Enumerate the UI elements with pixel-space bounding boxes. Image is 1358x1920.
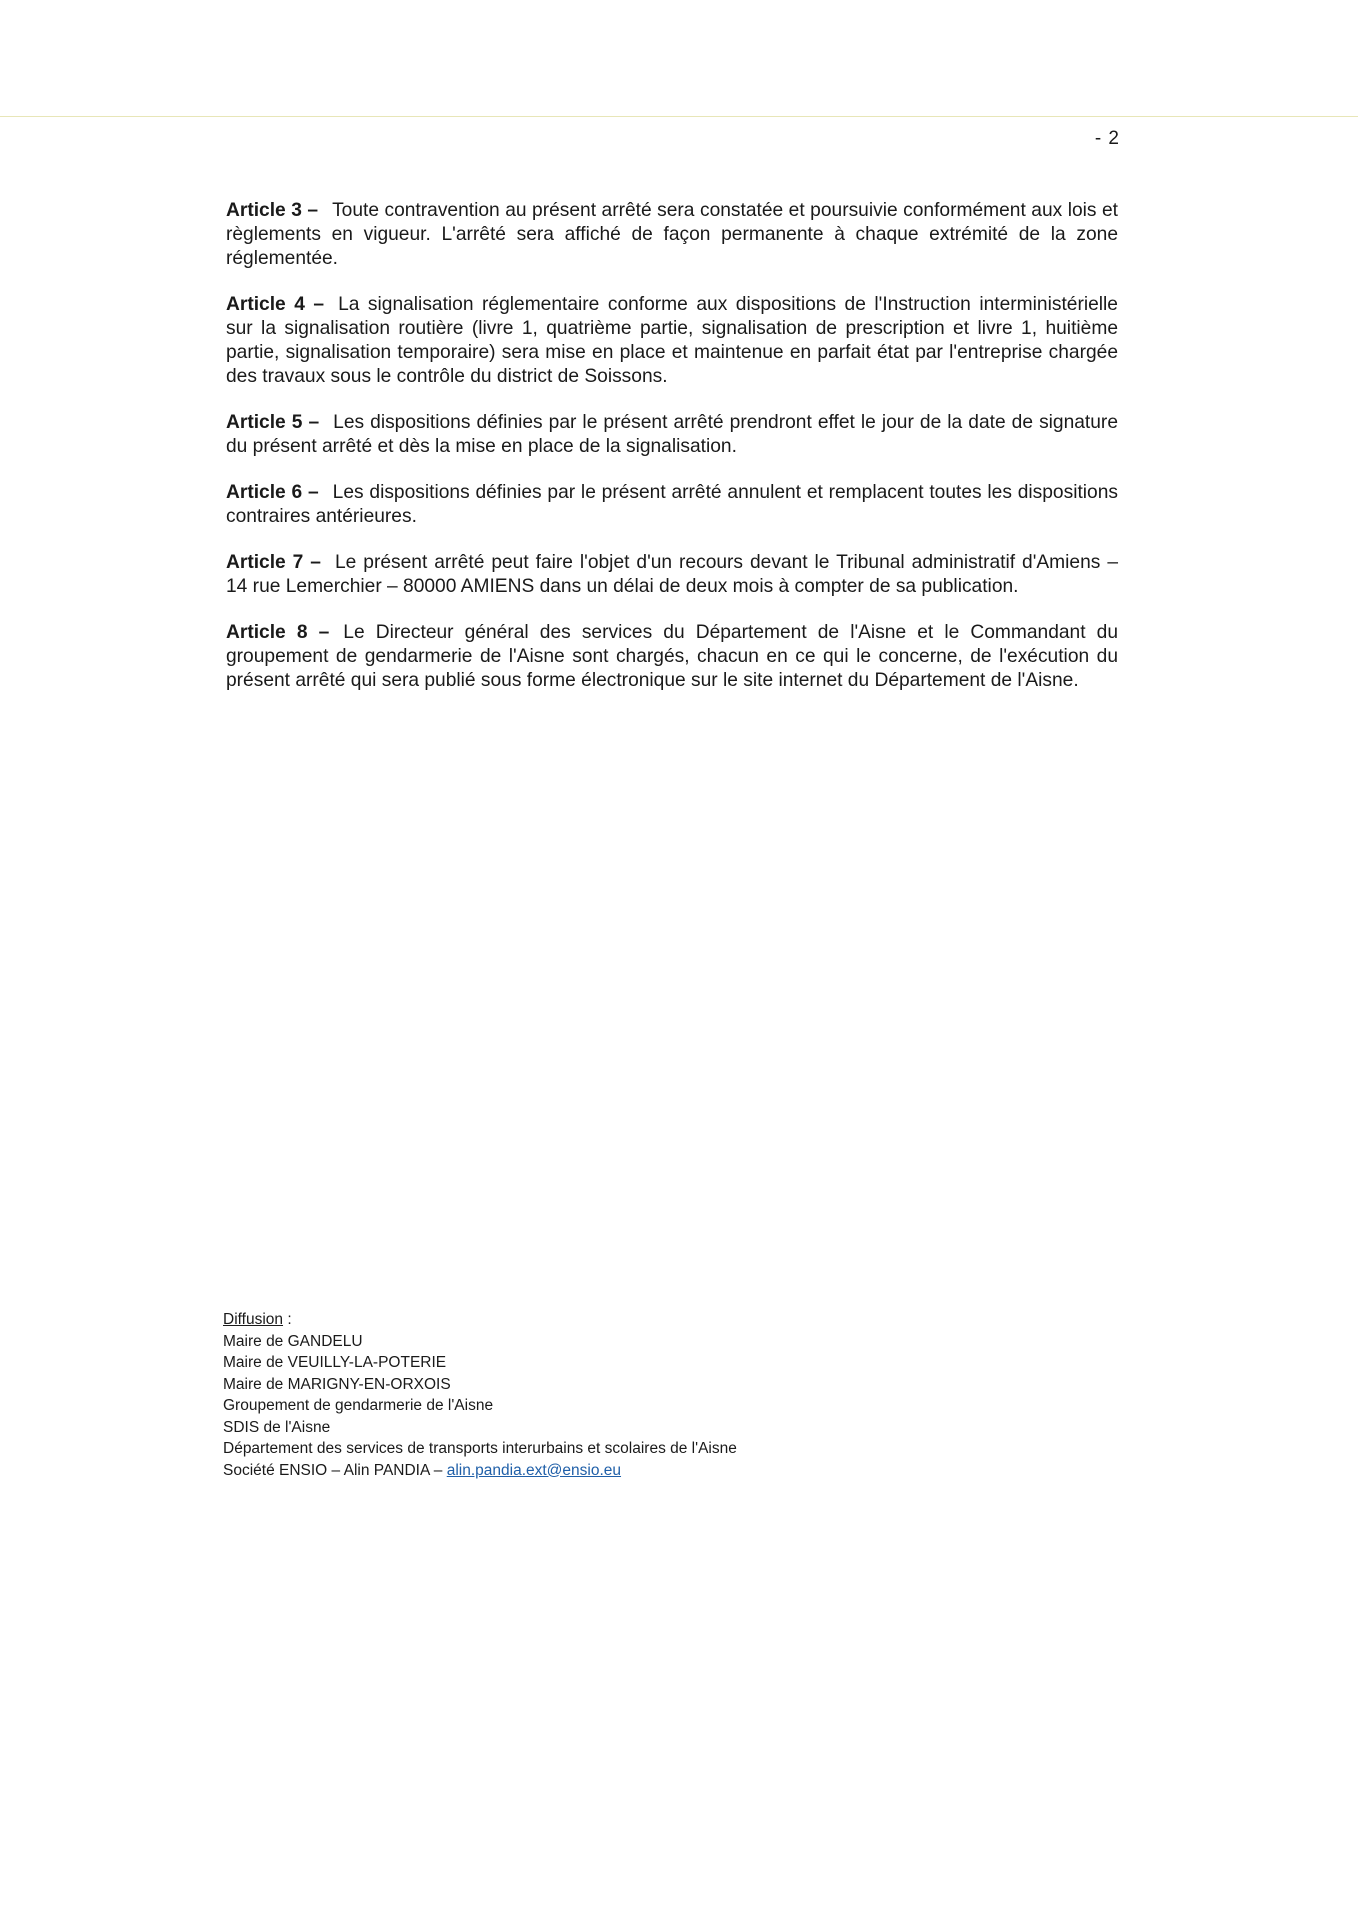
article-7 — [226, 551, 1118, 599]
diffusion-recipient: Département des services de transports interurbains et scolaires de l'Aisne — [223, 1440, 737, 1457]
page-number: - 2 — [1094, 128, 1120, 149]
article-6 — [226, 481, 1118, 529]
diffusion-title: Diffusion — [223, 1311, 284, 1328]
article-label: Article 4 – — [226, 294, 325, 315]
article-text: Les dispositions définies par le présent arrêté prendront effet le jour de la date de signature du présent arrêté et dès la mise en place de la signalisation. — [226, 412, 1118, 457]
diffusion-recipient: SDIS de l'Aisne — [223, 1418, 331, 1436]
article-text: Le présent arrêté peut faire l'objet d'un recours devant le Tribunal administratif d'Amiens – 14 rue Lemerchier – 80000 AMIENS dans un délai de deux mois à compter de sa publication. — [226, 552, 1118, 597]
diffusion-recipient: Maire de MARIGNY-EN-ORXOIS — [223, 1375, 451, 1393]
article-text: La signalisation réglementaire conforme aux dispositions de l'Instruction interministérielle sur la signalisation routière (livre 1, quatrième partie, signalisation de prescription et livre 1, huitième partie, signalisation temporaire) sera mise en place et maintenue en parfait état par l'entreprise chargée des travaux sous le contrôle du district de Soissons. — [226, 294, 1118, 387]
article-3 — [226, 199, 1118, 271]
diffusion-title-suffix: : — [283, 1311, 292, 1328]
article-8 — [226, 621, 1118, 693]
article-text: Toute contravention au présent arrêté sera constatée et poursuivie conformément aux lois et règlements en vigueur. L'arrêté sera affiché de façon permanente à chaque extrémité de la zone réglementée. — [226, 200, 1118, 269]
diffusion-recipient-ensio — [223, 1460, 737, 1482]
diffusion-recipient: Maire de GANDELU — [223, 1332, 363, 1350]
article-text: Le Directeur général des services du Département de l'Aisne et le Commandant du groupement de gendarmerie de l'Aisne sont chargés, chacun en ce qui le concerne, de l'exécution du présent arrêté qui sera publié sous forme électronique sur le site internet du Département de l'Aisne. — [226, 622, 1118, 691]
email-link[interactable]: alin.pandia.ext@ensio.eu — [446, 1461, 622, 1479]
diffusion-list — [223, 1309, 737, 1481]
article-label: Article 3 – — [226, 200, 319, 221]
page-header-rule — [0, 116, 1358, 117]
article-label: Article 6 – — [226, 482, 319, 503]
diffusion-recipient: Maire de VEUILLY-LA-POTERIE — [223, 1354, 447, 1371]
article-4 — [226, 293, 1118, 389]
diffusion-heading — [223, 1309, 737, 1331]
article-label: Article 8 – — [226, 622, 330, 643]
diffusion-recipient: Groupement de gendarmerie de l'Aisne — [223, 1397, 494, 1414]
article-5 — [226, 411, 1118, 459]
article-label: Article 5 – — [226, 412, 320, 433]
articles-section — [226, 199, 1118, 715]
article-label: Article 7 – — [226, 552, 321, 573]
diffusion-recipient-prefix: Société ENSIO – Alin PANDIA – — [223, 1461, 447, 1479]
article-text: Les dispositions définies par le présent arrêté annulent et remplacent toutes les dispositions contraires antérieures. — [226, 482, 1118, 527]
